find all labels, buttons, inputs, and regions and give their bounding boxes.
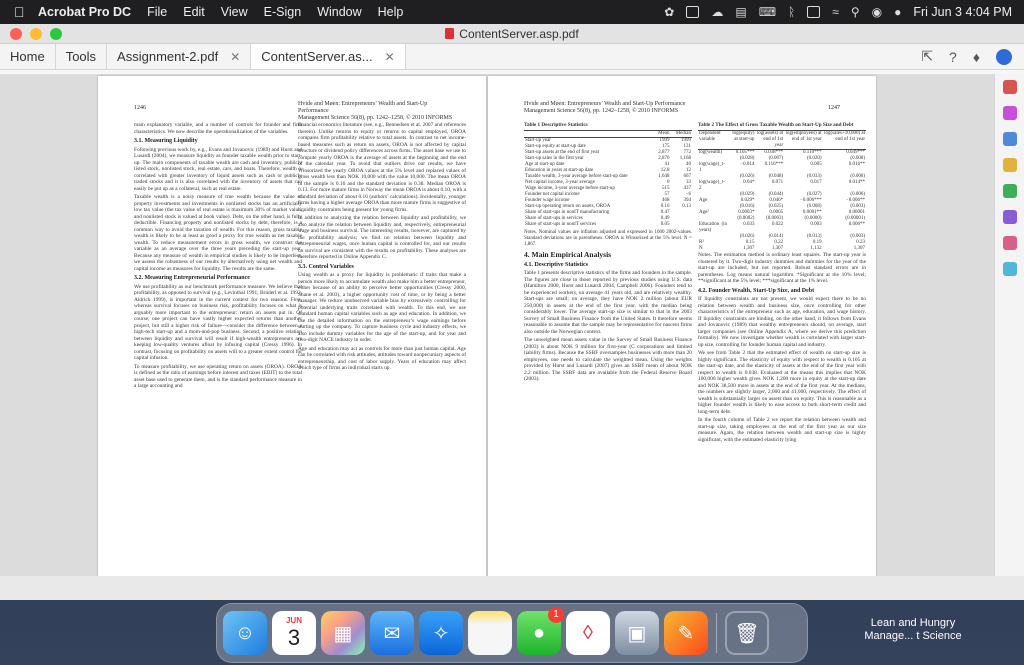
table-header: log(assets) at end of 1st year [756, 131, 784, 148]
bluetooth-icon[interactable]: ᚱ [788, 5, 796, 19]
tab-tools-label: Tools [65, 49, 97, 64]
table-cell: Start-up year [525, 138, 551, 143]
table-cell: (0.0003) [766, 216, 784, 221]
pdf-page-right [488, 76, 876, 576]
organize-pages-icon[interactable] [1003, 184, 1017, 198]
paragraph: We see from Table 2 that the estimated effect of wealth on start-up size is highly significant. The elasticity of equity with respect to wealth is 0.105 at the start-up date, and the elasticity of assets at the end of the first year with respect to wealth is 0.038. Evaluated at the means this implies that NOK 100,000 higher wealth gives NOK 1,200 more in equity at the start-up date and NOK 38,500 more in assets at the end of the first year. At the medians, the numbers are slightly larger, 2,000 and 41,000, respectively. The effect of wealth is substantially larger on assets than on equity. This is reasonable as a higher founder wealth is likely to ease access to both short-term credit and long-term debt. [698, 350, 866, 415]
table-cell: Education (in years) [699, 222, 728, 233]
table-header: log(equity) at start-up [728, 131, 755, 150]
edit-pdf-icon[interactable] [1003, 106, 1017, 120]
table-cell: Age [699, 198, 708, 203]
table-cell: 33 [686, 180, 691, 185]
fill-sign-icon[interactable] [1003, 210, 1017, 224]
help-icon[interactable]: ? [949, 48, 957, 65]
table-cell: 12 [686, 168, 691, 173]
table-cell: (0.026) [739, 234, 755, 239]
table-cell: 0.049*** [846, 150, 865, 155]
table-cell: log(wealth) [699, 150, 723, 155]
table-cell: Founder wage income [525, 198, 570, 203]
launchpad-icon[interactable]: ▦ [321, 611, 365, 655]
table-cell: 131 [683, 144, 691, 149]
desktop-file-name-line1: Lean and Hungry [870, 617, 956, 629]
table-cell: Age² [699, 210, 709, 215]
protect-icon[interactable] [1003, 236, 1017, 250]
table-cell: 468 [662, 198, 670, 203]
table-header [524, 131, 654, 138]
table-cell: 1999 [659, 138, 670, 143]
safari-icon[interactable]: ✧ [419, 611, 463, 655]
table-cell: (0.014) [768, 234, 784, 239]
table-cell: Net capital income, 3-year average [525, 180, 595, 185]
table-cell: 0.071 [771, 180, 784, 185]
table-cell: 0.022 [771, 222, 784, 227]
menu-edit[interactable]: Edit [183, 5, 205, 19]
apple-menu-icon[interactable] [14, 4, 28, 20]
create-pdf-icon[interactable] [1003, 132, 1017, 146]
table-cell: 2,877 [658, 150, 670, 155]
menu-app-name[interactable]: Acrobat Pro DC [38, 5, 132, 19]
paragraph: Taxable wealth is a noisy measure of true wealth because the value of property investments and investments in nonlisted stocks has an artificially low tax value (the tax value of real estate is maximum 30% of market value, and nonlisted stock is valued at book value). Debt, on the other hand, is fully deductible. Financing property and nonlisted stocks by debt, therefore, is a common way to avoid the taxation of wealth. For this reason, gross taxable wealth is likely to be at least as good a proxy for true wealth as net taxable wealth. To reduce measurement errors in gross wealth, we construct the variable as an average over the three years preceding the start-up year. Because any measure of wealth in empirical studies is likely to be imperfect, we assess the robustness of our results by alternatively using net wealth and capital income as measures for liquidity. The results are the same. [134, 194, 302, 272]
tab-bar-actions [921, 44, 1012, 69]
table-cell: 41 [664, 162, 670, 167]
messages-badge: 1 [548, 607, 564, 623]
section-heading: 4.2. Founder Wealth, Start-Up Size, and Debt [698, 287, 815, 294]
table-cell: Taxable wealth, 3-year average before start-up date [525, 174, 628, 179]
table-cell: (0.029) [739, 192, 755, 197]
table-cell: log(wage)_t-2 [699, 180, 725, 191]
table-cell: (0.016) [739, 204, 755, 209]
pages-icon[interactable]: ✎ [664, 611, 708, 655]
tab-home[interactable] [0, 44, 56, 69]
table-cell: 1,648 [658, 174, 670, 179]
section-heading: 4. Main Empirical Analysis [524, 250, 612, 259]
running-head-title: Hvide and Møen: Entrepreneurs’ Wealth and Start-Up Performance [524, 101, 686, 107]
menu-window[interactable]: Window [317, 5, 362, 19]
close-tab-icon[interactable]: ✕ [384, 49, 395, 64]
paragraph: Using wealth as a proxy for liquidity is problematic if traits that make a person more likely to accumulate wealth also make him a better entrepreneur, either because of an ability to perceive better opportunities (Cressy 2000, Shane et al. 2003), a higher opportunity cost of time, or by being a better manager. We reduce unobserved variable bias by extensively controlling for potential underlying traits correlated with wealth. To this end, we use standard human capital variables such as age and education. In addition, we use the detailed information on the entrepreneur’s wage earnings before starting up the company. To capture business cycle and industry effects, we also include dummy variables for the age of the start-up, and for year and two-digit NACE industry in order. [298, 272, 466, 343]
menubar-clock[interactable]: Fri Jun 3 4:04 PM [913, 5, 1012, 19]
table-cell: (0.044) [768, 192, 784, 197]
acrobat-icon[interactable]: ◊ [566, 611, 610, 655]
table-row [698, 180, 866, 192]
table-cell: (0.008) [850, 156, 865, 161]
table-cell: 0.006** [848, 222, 865, 227]
table-cell: 394 [683, 198, 691, 203]
descriptive-statistics-table [524, 122, 692, 248]
running-head-title: Hvide and Møen: Entrepreneurs’ Wealth and Start-Up Performance [298, 101, 428, 114]
tab-bar [0, 44, 1024, 70]
share-icon[interactable]: ⇱ [921, 48, 934, 64]
pdf-document-icon [445, 28, 454, 39]
table-cell: 40 [686, 162, 691, 167]
finder-icon[interactable]: ☺ [223, 611, 267, 655]
table-cell: 0.017 [810, 180, 822, 185]
table-cell: 0.046* [769, 198, 784, 203]
table-cell: (0.0000) [804, 216, 822, 221]
table-cell: 0.04* [743, 180, 755, 185]
table-cell: 0.23 [856, 240, 865, 245]
text-column-right [698, 122, 866, 576]
title-bar [0, 24, 1024, 44]
zoom-window-button[interactable] [50, 28, 62, 40]
window-title-text: ContentServer.asp.pdf [459, 26, 579, 41]
paragraph: main explanatory variable, and a number of controls for founder and firm characteristics. We now describe the operationalization of the variables. [134, 122, 302, 135]
table-cell: 0.003 [810, 222, 822, 227]
table-cell: Start-up operating return on assets, OROA [525, 204, 611, 209]
table-cell: 0.15 [745, 240, 755, 245]
page-number: 1246 [134, 105, 146, 111]
table-cell: (0.0002) [737, 216, 755, 221]
preview-icon[interactable]: ▣ [615, 611, 659, 655]
section-text [698, 252, 866, 443]
wifi-icon[interactable]: ≈ [832, 5, 839, 19]
table-row [524, 222, 692, 228]
table-cell [671, 222, 692, 228]
cloud-icon[interactable]: ☁ [711, 5, 724, 19]
table-cell: 0.19 [812, 240, 822, 245]
paragraph: Age and education may act as controls for more than just human capital. Age can be correlated with risk attitudes, attitudes toward nonpecuniary aspects of entrepreneurship, and cost of labor supply. Years of education may affect which type of firms an individual starts up. [298, 345, 466, 371]
table-cell: 1,168 [679, 156, 691, 161]
dock-separator [716, 613, 717, 653]
table-cell: 0.005 [810, 162, 822, 167]
table-cell: 57 [664, 192, 670, 197]
export-pdf-icon[interactable] [1003, 80, 1017, 94]
table-cell: 0.0001** [802, 210, 822, 215]
tab-assignment[interactable] [107, 44, 251, 69]
siri-icon[interactable]: ● [894, 5, 902, 19]
table-cell: (0.033) [807, 174, 822, 179]
table-cell: (0.008) [807, 204, 822, 209]
menu-file[interactable]: File [147, 5, 168, 19]
table-cell: 0.05 [660, 222, 670, 227]
table-cell: 0.014** [848, 180, 865, 185]
section-text [524, 252, 692, 383]
table-note: Notes. Nominal values are inflation adjusted and expressed in 1000 2002-values. Standard deviations are in parentheses. OROA is Winsorized at the 5% level. N = 1,867. [524, 230, 692, 247]
flower-icon[interactable]: ✿ [664, 5, 675, 19]
table-cell: 0.038*** [764, 150, 784, 155]
table-cell: R² [699, 240, 704, 245]
paragraph: To measure profitability, we use operating return on assets (OROA). OROA is defined as the ratio of earnings before interest and taxes (EBIT) to the total asset base used to generate them, and is the standard performance measure in a large accounting and [134, 363, 302, 389]
notes-icon[interactable] [468, 611, 512, 655]
pdf-page-left [98, 76, 486, 576]
document-viewer[interactable] [0, 74, 1024, 576]
calendar-month: JUN [285, 616, 302, 625]
section-heading: 3.1. Measuring Liquidity [134, 138, 198, 144]
mail-icon[interactable]: ✉ [370, 611, 414, 655]
table-header: log(sales+10,000) at end of 1st year [823, 131, 866, 150]
table-cell: Share of start-ups in nonIT manufacturing [525, 210, 610, 215]
table-cell: −0.014 [740, 162, 755, 167]
comment-tool-icon[interactable] [1003, 158, 1017, 172]
table-cell: 175 [662, 144, 670, 149]
table-cell: 1,307 [853, 246, 865, 251]
tab-tools[interactable] [56, 44, 107, 69]
desktop-file-label[interactable] [858, 617, 968, 643]
compress-icon[interactable] [1003, 262, 1017, 276]
desktop-file-name-line2: Manage... t Science [864, 630, 962, 642]
table-cell: N [699, 246, 703, 251]
calendar-icon[interactable] [272, 611, 316, 655]
paragraph: Following previous work by, e.g., Evans and Jovanovic (1989) and Hurst and Lusardi (2004), we measure liquidity as founder taxable wealth prior to start-up. The main components of taxable wealth are cash and inventory, publicly listed stock, nonlisted stock, real estate, cars, and boats. Therefore, wealth is correlated with greater inventory of liquid assets such as cash or publicly traded stocks and it is also correlated with the inventory of assets that can easily be put up as a collateral, such as real estate. [134, 146, 302, 192]
table-cell: Founder net capital income [525, 192, 580, 197]
keyboard-icon[interactable]: ⌨ [758, 5, 777, 19]
menu-help[interactable]: Help [377, 5, 404, 19]
tab-contentserver-label: ContentServer.as... [261, 49, 373, 64]
table-row [698, 162, 866, 174]
table-cell: 0.49 [660, 216, 670, 221]
table-cell: 1,307 [743, 246, 755, 251]
section-heading: 4.1. Descriptive Statistics [524, 261, 588, 268]
table-cell: (0.006) [850, 192, 865, 197]
table-cell: Share of start-ups in services [525, 216, 583, 221]
table-cell: Start-up sales in the first year [525, 156, 584, 161]
tab-contentserver[interactable] [251, 44, 405, 69]
table-header: Mean [654, 131, 671, 138]
minimize-window-button[interactable] [30, 28, 42, 40]
table-cell: 0.16 [660, 204, 670, 209]
table-cell: −0.006** [845, 198, 865, 203]
control-center-icon[interactable]: ◉ [871, 5, 883, 19]
trash-icon[interactable]: 🗑 [725, 611, 769, 655]
close-tab-icon[interactable]: ✕ [230, 49, 241, 64]
table-cell: 0 [667, 180, 670, 185]
table-cell: 0.110*** [803, 150, 822, 155]
table-cell: 515 [662, 186, 670, 191]
table-cell: 0.116*** [764, 162, 784, 167]
wealth-effect-table [698, 122, 866, 252]
messages-icon[interactable]: ● 1 [517, 611, 561, 655]
tools-sidebar [994, 74, 1024, 576]
table-cell: 0.47 [660, 210, 670, 215]
grid-icon[interactable] [686, 6, 699, 18]
table-cell: 667 [683, 174, 691, 179]
user-avatar[interactable] [996, 49, 1012, 65]
table-cell: 0.00001 [848, 210, 865, 215]
table-cell: 1,132 [810, 246, 822, 251]
table-cell: 12.8 [660, 168, 670, 173]
table-header: log(employees) at end of 1st year [784, 131, 822, 150]
table-cell: 0.029* [740, 198, 755, 203]
table-cell: (0.008) [850, 174, 865, 179]
table-2 [698, 130, 866, 252]
table-cell: (0.048) [768, 174, 784, 179]
running-head [524, 101, 694, 115]
notifications-bell-icon[interactable]: ♦ [972, 48, 980, 65]
window-title [0, 27, 1024, 41]
dock [216, 603, 808, 663]
table-cell: Share of start-ups in nonIT services [525, 222, 597, 227]
paragraph: In addition to analyzing the relation between liquidity and profitability, we also analyze the relation between liquidity and, respectively, entrepreneurial wage and business survival. The interesting results, however, are captured by the profitability analysis; we find no relation between liquidity and entrepreneurial wages, once human capital is controlled for, and our results on survival are consistent with the results on profitability. These analyses are therefore reported in Online Appendix C. [298, 215, 466, 260]
text-column-left [134, 122, 302, 576]
table-cell: Start-up assets at the end of first year [525, 150, 600, 155]
running-head [298, 101, 458, 122]
table-cell: (0.028) [739, 156, 755, 161]
table-cell: (0.020) [807, 156, 822, 161]
table-caption: Table 2 The Effect of Gross Taxable Wealth on Start-Up Size and Debt [698, 122, 854, 128]
table-cell: (0.027) [807, 192, 822, 197]
table-1 [524, 130, 692, 228]
running-head-journal: Management Science 56(8), pp. 1242–1258, © 2010 INFORMS [298, 115, 453, 121]
tab-home-label: Home [10, 49, 45, 64]
table-cell: 437 [683, 186, 691, 191]
table-cell: (0.003) [850, 204, 865, 209]
text-column-left [524, 122, 692, 576]
table-cell: Age at start-up date [525, 162, 565, 167]
paragraph: If liquidity constraints are not present, we would expect there to be no relation between wealth and business size, once controlling for other characteristics of the entrepreneur such as age, education, and wage history. If liquidity constraints are binding, on the other hand, it follows from Evans and Jovanovic (1989) that wealthy entrepreneurs should, on average, start larger companies (see Online Appendix A, where we derive this prediction formally). We now investigate whether wealth is correlated with larger start-up size, controlling for founder human capital and industry. [698, 296, 866, 348]
table-cell: 772 [683, 150, 691, 155]
table-cell: 0.033 [743, 222, 755, 227]
section-heading: 3.2. Measuring Entrepreneurial Performance [134, 275, 250, 281]
table-cell: 2,876 [658, 156, 670, 161]
clipboard-icon[interactable]: ▤ [735, 5, 747, 19]
paragraph: Notes. The estimation method is ordinary least squares. The start-up year is clustered by it. Two-digit industry dummies and dummies for the year of the start-up are included, but not reported. Robust standard errors are in parentheses. Log means natural logarithm. *Significant at the 10% level; **significant at the 5% level; ***significant at the 1% level. [698, 252, 866, 284]
close-window-button[interactable] [10, 28, 22, 40]
page-number: 1247 [828, 105, 840, 111]
table-cell: 0.22 [774, 240, 784, 245]
battery-icon[interactable] [807, 6, 820, 18]
tab-assignment-label: Assignment-2.pdf [117, 49, 219, 64]
table-cell: Start-up equity at start-up date [525, 144, 586, 149]
menu-bar [0, 0, 1024, 24]
menu-esign[interactable]: E-Sign [263, 5, 302, 19]
table-cell: log(wage)_t-1 [699, 162, 725, 173]
calendar-day: 3 [287, 625, 301, 650]
running-head-journal: Management Science 56(8), pp. 1242–1258, © 2010 INFORMS [524, 108, 679, 114]
table-cell: 0.105*** [735, 150, 755, 155]
table-cell: 1999 [681, 138, 691, 143]
paragraph: The unweighted mean assets value in the Survey of Small Business Finance (2003) is about NOK 9 million for first-year (C corporations and limited liability firms). Because the SSBF oversamples businesses with more than 20 employees, one needs to calculate the weighted mean. Using the weights provided by Hurst and Lusardi (2007) gives an SSBF mean of about NOK 2.2 million. The SSBF data are available from the Federal Reserve Board (2003). [524, 337, 692, 382]
text-column-right [298, 122, 466, 576]
table-cell: −6 [685, 192, 691, 197]
table-cell: 0.016** [848, 162, 865, 167]
paragraph: Table 1 presents descriptive statistics of the firms and founders in the sample. The figures are close to those reported by previous studies using U.S. data (Hamilton 2000, Hurst and Lusardi 2004, Campbell 2006). Founders tend to be experienced workers, on average 41 years old, and are relatively wealthy. Start-ups are small; on average, they have NOK 2 million (about EUR 250,000) in assets at the end of the first year, with the median being considerably lower. The average start-up size is similar to that in the 2003 Survey of Small Business Finance from the United States. It therefore seems reasonable to assume that the sample may be representative for nascent firms also outside the Norwegian context. [524, 270, 692, 335]
table-cell: (0.026) [739, 174, 755, 179]
table-header: Median [671, 131, 692, 138]
table-row [698, 222, 866, 234]
table-cell: (0.013) [807, 234, 822, 239]
section-heading: 3.3. Control Variables [298, 263, 354, 270]
table-cell: 1,307 [771, 246, 784, 251]
table-cell: −0.006*** [800, 198, 822, 203]
table-caption: Table 1 Descriptive Statistics [524, 122, 588, 128]
menu-view[interactable]: View [220, 5, 248, 19]
paragraph: We use profitability as our benchmark performance measure. We believe that profitability, as opposed to survival (e.g., Levinthal 1991, Brüderl et al. 1992, Aldrich 1999), is important in the current context for two reasons. First, whereas survival focuses on business risk, profitability focuses on what is arguably more important to the entrepreneur: return on assets put in. Of course, one project can have vastly higher expected returns than another project, but still a higher risk of failure—consider the difference between a high-tech start-up and a mom-and-pop business. Second, a positive relation between liquidity and survival will result if high-wealth entrepreneurs are keeping low-quality ventures afloat by infusing capital (Cressy 1996). In contrast, focusing on profitability on assets will to a greater extent control for capital infusion. [134, 283, 302, 361]
search-icon[interactable]: ⚲ [850, 5, 860, 19]
table-cell: (0.00001) [845, 216, 865, 221]
table-cell: Wage income, 3-year average before start-up [525, 186, 615, 191]
paragraph: In the fourth column of Table 2 we report the relation between wealth and start-up size, taking employees at the end of the first year as our size measure. Again, the relation between wealth and start-up size is highly significant, with the estimated elasticity lying [698, 417, 866, 443]
table-cell: 0.0005 [769, 210, 784, 215]
table-cell: (0.007) [768, 156, 784, 161]
table-cell: 0.13 [682, 204, 691, 209]
table-header: Dependent variable [698, 131, 728, 150]
table-cell: (0.025) [768, 204, 784, 209]
table-cell: (0.003) [850, 234, 865, 239]
paragraph: financial economics literature (see, e.g., Bennedsen et al. 2007 and references therein). Unlike returns to equity or returns to capital employed, OROA compares firm profitability relative to total assets. In contrast to net income-based measures such as return on assets, OROA is not affected by capital structure or dividend policy differences across firms. The asset base we use to compute yearly OROA is the average of assets at the beginning and the end of the calendar year. To avoid that outliers drive our results, we have Winsorized the yearly OROA values at the 5% level and replaced values of gross wealth less than NOK 10,000 with the value 10,000. The mean OROA in the sample is 0.16 and the standard deviation is 0.38. Median OROA is 0.13. For more mature firms in Norway the mean OROA is about 0.10, with a standard deviation of about 0.16 (authors’ calculations). Incidentally, younger firms having a higher average OROA than more mature firms is suggestive of liquidity constraints being present for young firms. [298, 122, 466, 213]
window-controls [10, 28, 62, 40]
table-cell: 0.0003* [738, 210, 755, 215]
table-cell: Education in years at start-up date [525, 168, 594, 173]
